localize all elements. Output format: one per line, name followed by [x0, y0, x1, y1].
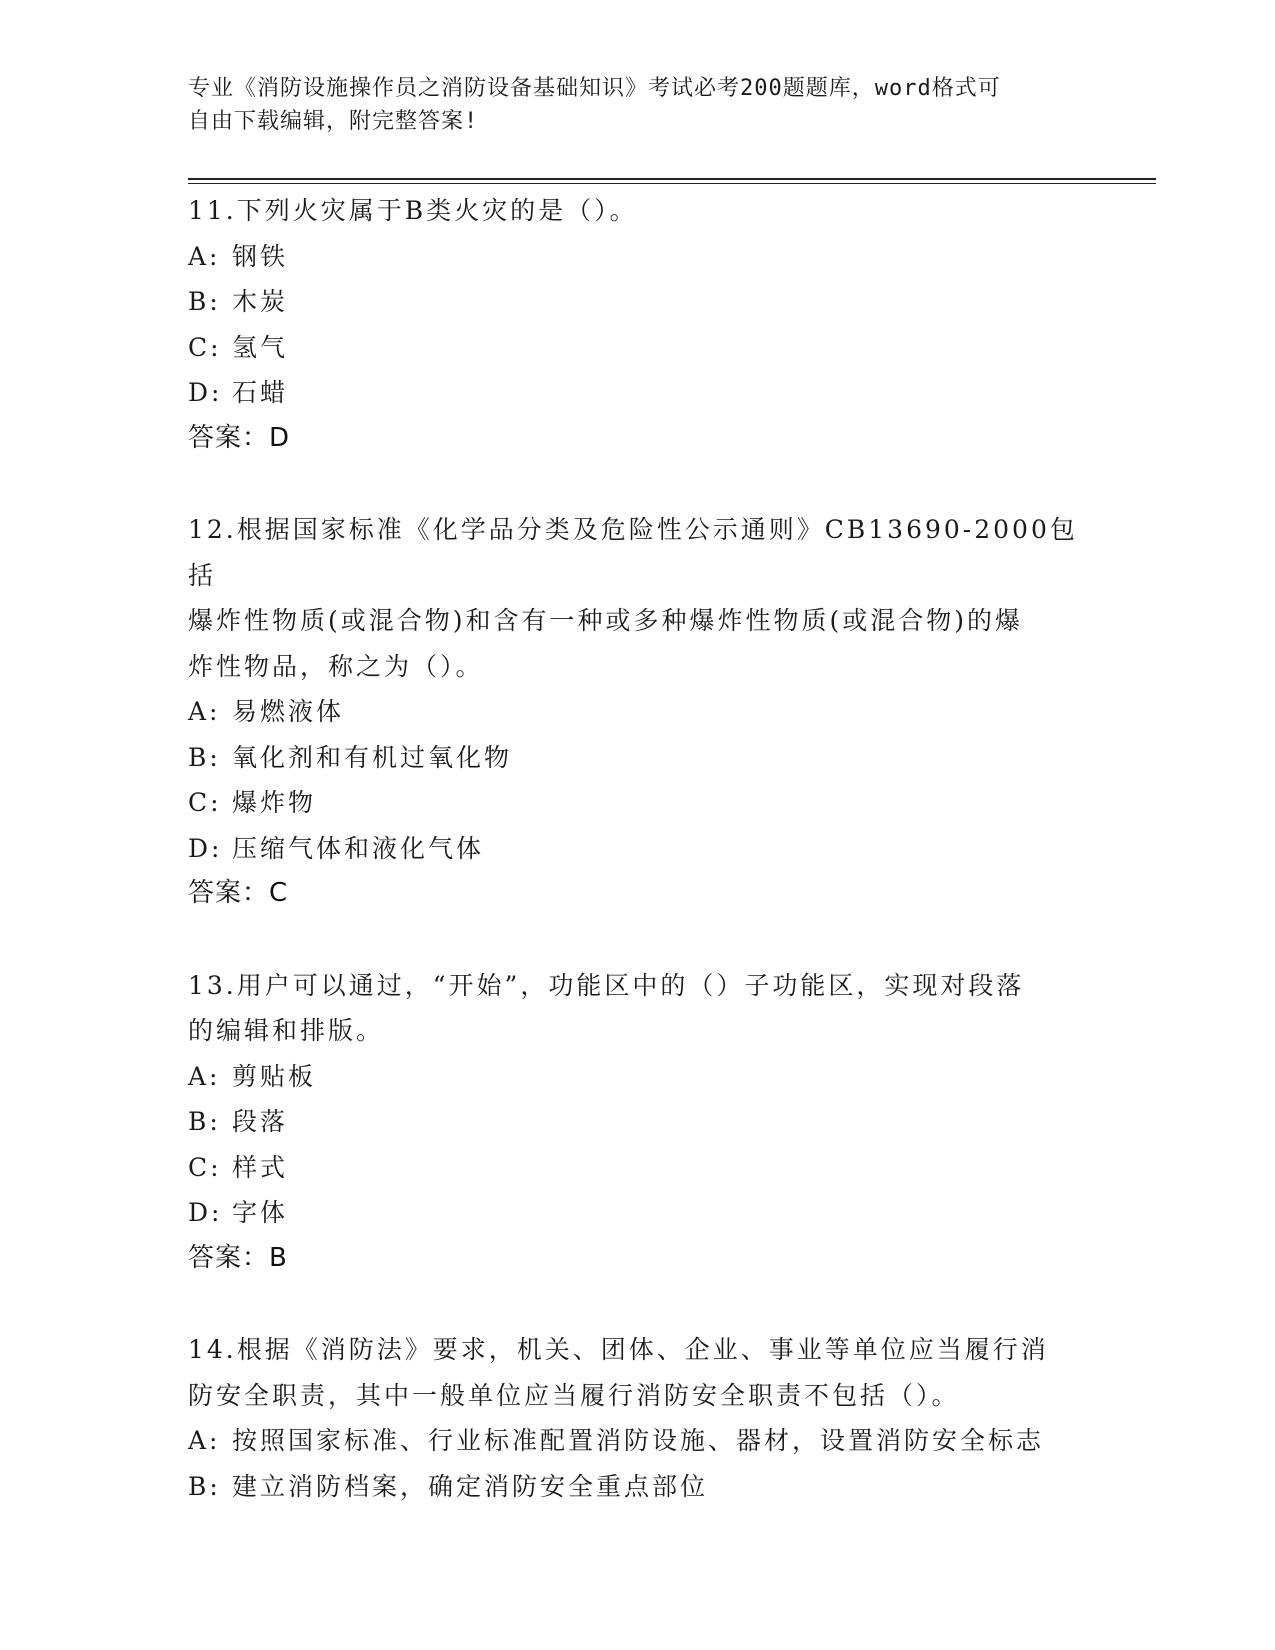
option-text: 氢气 — [232, 332, 289, 362]
question-12 — [188, 507, 1088, 917]
option-key: A: — [188, 1426, 221, 1455]
option-b — [188, 1464, 1088, 1510]
question-text-line-2: 防安全职责，其中一般单位应当履行消防安全职责不包括（）。 — [188, 1380, 960, 1410]
question-spacer — [188, 1281, 1088, 1327]
question-text-line-1: 14.根据《消防法》要求，机关、团体、企业、事业等单位应当履行消 — [188, 1335, 1049, 1364]
question-text-line-1: 12.根据国家标准《化学品分类及危险性公示通则》CB13690-2000包括 — [188, 515, 1078, 590]
header-rule-thin — [188, 183, 1156, 184]
option-text: 剪贴板 — [232, 1061, 317, 1091]
question-list — [188, 188, 1088, 1509]
question-text: 11.下列火灾属于B类火灾的是（）。 — [188, 196, 638, 225]
option-key: B: — [188, 1107, 221, 1136]
option-text: 石蜡 — [232, 378, 289, 407]
answer-line: 答案：B — [188, 1242, 288, 1273]
option-key: B: — [188, 742, 221, 772]
option-text: 钢铁 — [232, 241, 289, 271]
option-text: 爆炸物 — [232, 788, 317, 817]
header-line-2: 自由下载编辑，附完整答案! — [188, 109, 479, 134]
option-d — [188, 370, 1088, 416]
option-text: 易燃液体 — [232, 697, 345, 726]
option-text: 压缩气体和液化气体 — [232, 833, 485, 863]
question-text-line-1: 13.用户可以通过，“开始”，功能区中的（）子功能区，实现对段落 — [188, 970, 1025, 1000]
option-a — [188, 1418, 1088, 1464]
option-key: A: — [188, 1061, 221, 1091]
header-line-1: 专业《消防设施操作员之消防设备基础知识》考试必考200题题库，word格式可 — [188, 76, 1001, 101]
option-a — [188, 689, 1088, 735]
question-13 — [188, 963, 1088, 1282]
option-b — [188, 1099, 1088, 1145]
option-key: C: — [188, 1152, 222, 1182]
option-c — [188, 1145, 1088, 1191]
answer-line: 答案：D — [188, 422, 291, 453]
option-c — [188, 780, 1088, 826]
question-11 — [188, 188, 1088, 461]
option-c — [188, 325, 1088, 371]
option-key: A: — [188, 697, 221, 726]
question-14 — [188, 1327, 1088, 1509]
question-text-line-2: 爆炸性物质(或混合物)和含有一种或多种爆炸性物质(或混合物)的爆 — [188, 606, 1024, 635]
option-key: D: — [188, 1198, 223, 1227]
option-key: C: — [188, 332, 222, 362]
option-text: 木炭 — [232, 287, 289, 316]
option-key: B: — [188, 1471, 221, 1501]
option-key: D: — [188, 378, 223, 407]
option-text: 样式 — [232, 1152, 289, 1182]
option-a — [188, 1054, 1088, 1100]
option-key: C: — [188, 788, 222, 817]
question-text-line-3: 炸性物品，称之为（）。 — [188, 651, 484, 681]
option-key: B: — [188, 287, 221, 316]
option-key: D: — [188, 833, 223, 863]
answer-line: 答案：C — [188, 878, 289, 908]
option-a — [188, 234, 1088, 280]
option-d — [188, 1190, 1088, 1236]
option-text: 氧化剂和有机过氧化物 — [232, 742, 513, 772]
question-text-line-2: 的编辑和排版。 — [188, 1016, 385, 1045]
option-text: 段落 — [232, 1107, 289, 1136]
question-spacer — [188, 461, 1088, 507]
question-spacer — [188, 917, 1088, 963]
option-text: 字体 — [232, 1198, 289, 1227]
option-b — [188, 735, 1088, 781]
document-header — [188, 72, 1068, 138]
option-d — [188, 826, 1088, 872]
option-text: 建立消防档案，确定消防安全重点部位 — [232, 1471, 709, 1501]
header-rule-thick — [188, 178, 1156, 180]
option-b — [188, 279, 1088, 325]
option-text: 按照国家标准、行业标准配置消防设施、器材，设置消防安全标志 — [232, 1426, 1045, 1455]
option-key: A: — [188, 241, 221, 271]
